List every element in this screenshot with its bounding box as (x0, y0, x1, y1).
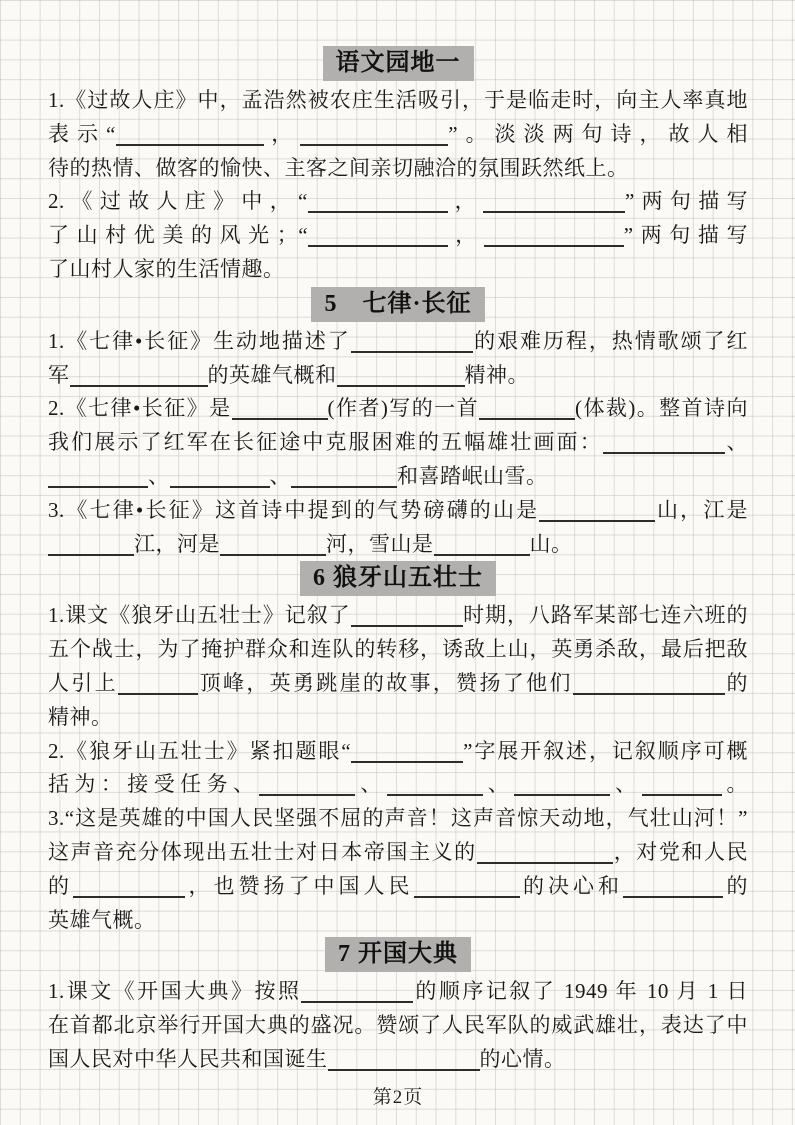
text-segment: 括为：接受任务、 (48, 772, 260, 797)
fill-in-blank (300, 132, 448, 146)
text-line (48, 118, 748, 152)
text-segment: 的 (48, 873, 73, 898)
fill-in-blank (70, 373, 208, 387)
fill-in-blank (308, 199, 448, 213)
worksheet-content (48, 46, 748, 1077)
text-line (48, 802, 748, 836)
section-header (48, 937, 748, 975)
fill-in-blank (642, 782, 722, 796)
text-segment: ， (263, 121, 301, 146)
text-segment: 国人民对中华人民共和国诞生 (48, 1046, 328, 1071)
fill-in-blank (414, 884, 520, 898)
text-segment: 2.《过故人庄》中，“ (48, 189, 308, 214)
fill-in-blank (301, 989, 413, 1003)
text-line (48, 253, 748, 287)
text-segment: 的心情。 (479, 1046, 566, 1071)
fill-in-blank (483, 199, 625, 213)
fill-in-blank (232, 406, 328, 420)
text-line (48, 667, 748, 701)
text-segment: ”。淡淡两句诗，故人相 (448, 121, 748, 146)
text-segment: 1.课文《开国大典》按照 (48, 979, 302, 1004)
text-segment: 河，雪山是 (326, 531, 434, 556)
fill-in-blank (603, 440, 725, 454)
text-line (48, 494, 748, 528)
text-segment: 顶峰，英勇跳崖的故事，赞扬了他们 (197, 670, 573, 695)
fill-in-blank (337, 373, 465, 387)
text-segment: 3.“这是英雄的中国人民坚强不屈的声音！这声音惊天动地，气壮山河！” (48, 806, 748, 831)
text-line (48, 870, 748, 904)
text-segment: ”两句描写 (624, 189, 748, 214)
text-segment: 、 (148, 463, 170, 488)
text-line (48, 975, 748, 1009)
fill-in-blank (387, 782, 483, 796)
text-line (48, 219, 748, 253)
text-segment: (作者)写的一首 (327, 396, 480, 421)
text-line (48, 633, 748, 667)
text-segment: 精神。 (464, 362, 529, 387)
text-line (48, 359, 748, 393)
text-segment: 、 (355, 772, 387, 797)
fill-in-blank (351, 749, 463, 763)
text-segment: 待的热情、做客的愉快、主客之间亲切融洽的氛围跃然纸上。 (48, 155, 629, 180)
fill-in-blank (48, 542, 134, 556)
fill-in-blank (623, 884, 723, 898)
text-segment: 山，江是 (655, 497, 748, 522)
text-segment: 军 (48, 362, 70, 387)
fill-in-blank (514, 782, 610, 796)
text-line (48, 528, 748, 562)
text-segment: 、 (724, 430, 748, 455)
text-line (48, 84, 748, 118)
fill-in-blank (479, 406, 575, 420)
text-line (48, 768, 748, 802)
text-line (48, 904, 748, 938)
page-number: 第2页 (372, 1086, 424, 1108)
section-title: 6 狼牙山五壮士 (300, 561, 496, 596)
text-line (48, 1009, 748, 1043)
text-segment: 2.《七律•长征》是 (48, 396, 232, 421)
fill-in-blank (328, 1057, 480, 1071)
text-segment: ”字展开叙述，记叙顺序可概 (463, 738, 748, 763)
fill-in-blank (259, 782, 355, 796)
text-segment: ”两句描写 (623, 223, 748, 248)
text-line (48, 836, 748, 870)
text-segment: 这声音充分体现出五壮士对日本帝国主义的 (48, 839, 477, 864)
text-line (48, 152, 748, 186)
fill-in-blank (351, 613, 463, 627)
text-segment: 的英雄气概和 (207, 362, 337, 387)
text-line (48, 1043, 748, 1077)
fill-in-blank (573, 681, 725, 695)
text-segment: 的决心和 (519, 873, 623, 898)
fill-in-blank (484, 233, 624, 247)
text-segment: 时期，八路军某部七连六班的 (462, 603, 748, 628)
text-segment: ， (447, 189, 483, 214)
fill-in-blank (308, 233, 448, 247)
text-segment: 的艰难历程，热情歌颂了红 (472, 328, 748, 353)
text-segment: 我们展示了红军在长征途中克服困难的五幅雄壮画面： (48, 430, 603, 455)
fill-in-blank (220, 542, 326, 556)
section-header (48, 46, 748, 84)
fill-in-blank (291, 474, 397, 488)
section-header (48, 287, 748, 325)
text-segment: 、 (482, 772, 515, 797)
fill-in-blank (539, 508, 655, 522)
fill-in-blank (116, 132, 264, 146)
text-segment: 在首都北京举行开国大典的盛况。赞颂了人民军队的威武雄壮，表达了中 (48, 1013, 748, 1038)
text-segment: 精神。 (48, 704, 113, 729)
text-segment: ，也赞扬了中国人民 (185, 873, 414, 898)
section-title: 语文园地一 (323, 46, 474, 81)
text-segment: 、 (610, 772, 642, 797)
text-line (48, 460, 748, 494)
text-segment: 了山村人家的生活情趣。 (48, 256, 285, 281)
fill-in-blank (48, 474, 148, 488)
text-segment: 英雄气概。 (48, 907, 156, 932)
fill-in-blank (170, 474, 270, 488)
text-segment: 和喜踏岷山雪。 (397, 463, 548, 488)
text-line (48, 426, 748, 460)
text-segment: 。 (721, 772, 748, 797)
text-segment: (体裁)。整首诗向 (575, 396, 748, 421)
text-line (48, 701, 748, 735)
text-segment: 、 (269, 463, 291, 488)
text-segment: 山。 (529, 531, 573, 556)
fill-in-blank (118, 681, 198, 695)
text-segment: 人引上 (48, 670, 118, 695)
text-segment: 1.课文《狼牙山五壮士》记叙了 (48, 603, 351, 628)
text-line (48, 735, 748, 769)
text-segment: 3.《七律•长征》这首诗中提到的气势磅礴的山是 (48, 497, 540, 522)
text-segment: 的 (723, 873, 748, 898)
fill-in-blank (351, 339, 473, 353)
text-segment: 了山村优美的风光；“ (48, 223, 309, 248)
fill-in-blank (477, 850, 613, 864)
text-segment: ， (448, 223, 484, 248)
text-segment: 1.《七律•长征》生动地描述了 (48, 328, 351, 353)
text-line (48, 599, 748, 633)
fill-in-blank (434, 542, 530, 556)
text-segment: 的顺序记叙了 1949 年 10 月 1 日 (413, 979, 748, 1004)
section-title: 5 七律·长征 (311, 287, 484, 322)
text-segment: 2.《狼牙山五壮士》紧扣题眼“ (48, 738, 352, 763)
text-segment: 江，河是 (134, 531, 220, 556)
fill-in-blank (73, 884, 185, 898)
section-header (48, 561, 748, 599)
section-title: 7 开国大典 (325, 937, 471, 972)
text-line (48, 185, 748, 219)
text-segment: 五个战士，为了掩护群众和连队的转移，诱敌上山，英勇杀敌，最后把敌 (48, 637, 748, 662)
text-segment: 表示“ (48, 121, 116, 146)
text-segment: ，对党和人民 (612, 839, 748, 864)
text-segment: 的 (724, 670, 748, 695)
text-segment: 1.《过故人庄》中，孟浩然被农庄生活吸引，于是临走时，向主人率真地 (48, 88, 748, 112)
text-line (48, 392, 748, 426)
text-line (48, 325, 748, 359)
